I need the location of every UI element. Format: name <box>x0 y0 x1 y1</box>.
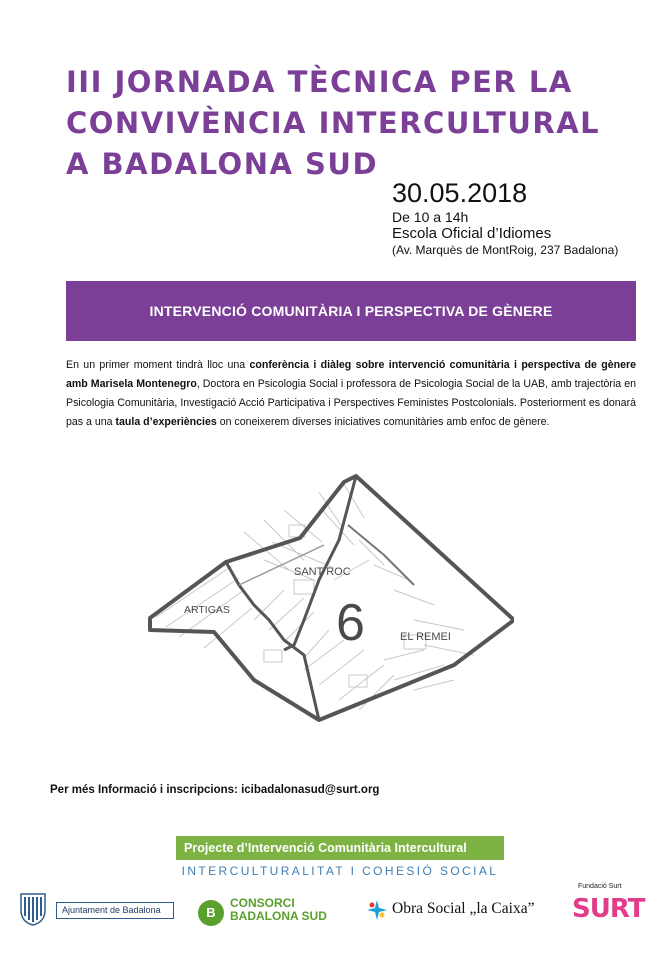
surt-foundation-label: Fundació Surt <box>578 883 622 890</box>
map-label-sant-roc: SANT ROC <box>294 566 351 578</box>
district-map <box>144 470 514 725</box>
ajuntament-label: Ajuntament de Badalona <box>56 902 174 919</box>
event-address: (Av. Marquès de MontRoig, 237 Badalona) <box>392 243 619 257</box>
consorci-line-1: CONSORCI <box>230 896 295 910</box>
title-line-2: CONVIVÈNCIA INTERCULTURAL <box>66 106 601 140</box>
event-time: De 10 a 14h <box>392 209 469 225</box>
topic-banner <box>66 281 636 341</box>
badalona-shield-icon <box>18 892 48 926</box>
intro-bold-2: taula d’experiències <box>115 416 217 428</box>
intro-text-2: , Doctora en Psicologia Social i professora de Psicologia Social de la UAB, amb trajectòria en Psicologia Comunitària, Investigació Acció Participativa i Perspectives Feministes Postcolonials. Posteriorment es donarà pas a una <box>66 378 636 428</box>
intro-text-1: En un primer moment tindrà lloc una <box>66 359 250 371</box>
event-venue: Escola Oficial d’Idiomes <box>392 225 552 242</box>
ajuntament-logo <box>16 892 176 926</box>
intro-paragraph <box>66 356 636 432</box>
lacaixa-star-icon <box>366 899 388 921</box>
map-label-artigas: ARTIGAS <box>184 604 230 616</box>
lacaixa-label: Obra Social „la Caixa” <box>392 900 535 917</box>
project-title: Projecte d’Intervenció Comunitària Intercultural <box>184 841 467 855</box>
consorci-b-icon: B <box>198 900 224 926</box>
intro-text-3: on coneixerem diverses iniciatives comunitàries amb enfoc de gènere. <box>216 416 550 428</box>
title-line-1: III JORNADA TÈCNICA PER LA <box>66 65 573 99</box>
surt-wordmark: SURT <box>572 894 645 924</box>
project-title-bar <box>176 836 504 860</box>
topic-banner-label: INTERVENCIÓ COMUNITÀRIA I PERSPECTIVA DE GÈNERE <box>149 303 553 319</box>
map-district-number: 6 <box>336 594 365 652</box>
project-subtitle: INTERCULTURALITAT I COHESIÓ SOCIAL <box>181 864 499 878</box>
event-title <box>66 62 626 185</box>
event-date: 30.05.2018 <box>392 178 528 208</box>
map-label-el-remei: EL REMEI <box>400 631 451 643</box>
title-line-3: A BADALONA SUD <box>66 147 379 181</box>
consorci-logo <box>198 894 348 926</box>
contact-line: Per més Informació i inscripcions: icibadalonasud@surt.org <box>50 784 380 796</box>
surt-logo <box>570 883 645 933</box>
consorci-line-2: BADALONA SUD <box>230 909 327 923</box>
lacaixa-logo <box>366 897 546 923</box>
intro-bold-1: conferència i diàleg sobre intervenció comunitària i perspectiva de gènere amb Marisela Montenegro <box>66 359 637 390</box>
